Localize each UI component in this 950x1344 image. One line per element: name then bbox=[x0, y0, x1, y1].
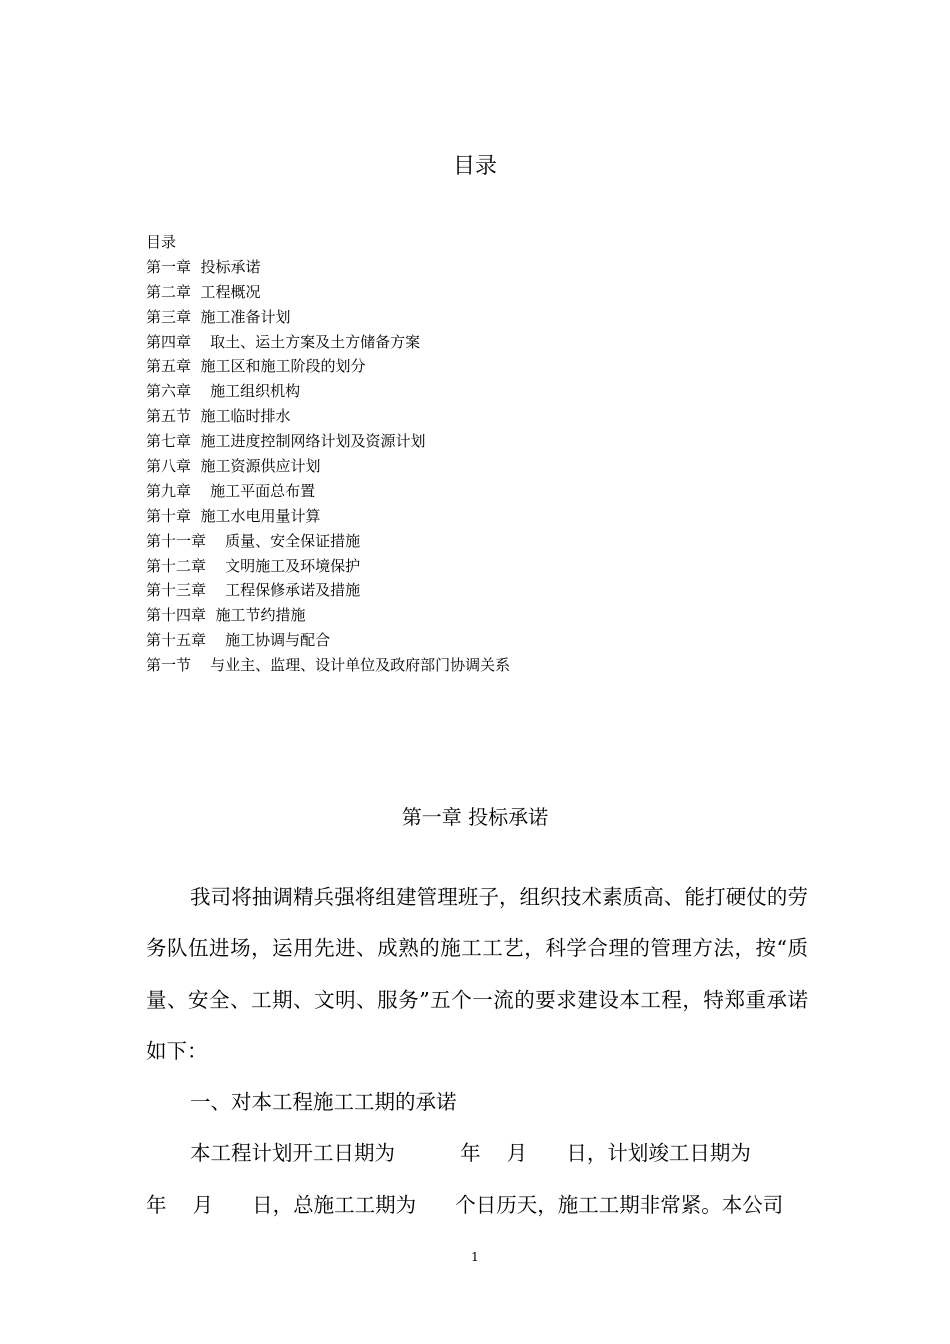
schedule-line: 年 月 日，总施工工期为 个日历天，施工工期非常紧。本公司 bbox=[146, 1192, 784, 1217]
toc-item: 第四章 取土、运土方案及土方储备方案 bbox=[146, 332, 421, 351]
toc-item: 第七章 施工进度控制网络计划及资源计划 bbox=[146, 432, 426, 451]
toc-item: 第十一章 质量、安全保证措施 bbox=[146, 531, 361, 550]
toc-item: 第十五章 施工协调与配合 bbox=[146, 631, 331, 650]
toc-item: 第十四章 施工节约措施 bbox=[146, 606, 306, 625]
toc-item: 第五节 施工临时排水 bbox=[146, 407, 291, 426]
toc-item: 第十章 施工水电用量计算 bbox=[146, 506, 321, 525]
toc-item: 第一节 与业主、监理、设计单位及政府部门协调关系 bbox=[146, 656, 511, 675]
toc-item: 目录 bbox=[146, 233, 177, 251]
page-title: 目录 bbox=[452, 154, 497, 179]
toc-item: 第八章 施工资源供应计划 bbox=[146, 457, 321, 476]
table-of-contents bbox=[146, 230, 846, 678]
toc-item: 第六章 施工组织机构 bbox=[146, 382, 301, 401]
toc-item: 第五章 施工区和施工阶段的划分 bbox=[146, 357, 366, 376]
toc-item: 第一章 投标承诺 bbox=[146, 257, 261, 276]
commitment-paragraph: 我司将抽调精兵强将组建管理班子，组织技术素质高、能打硬仗的劳务队伍进场，运用先进、成熟的施工工艺，科学合理的管理方法，按“质量、安全、工期、文明、服务”五个一流的要求建设本工程，特郑重承诺如下： bbox=[146, 885, 808, 1063]
toc-item: 第十三章 工程保修承诺及措施 bbox=[146, 581, 361, 600]
toc-item: 第二章 工程概况 bbox=[146, 282, 261, 301]
toc-item: 第九章 施工平面总布置 bbox=[146, 481, 316, 500]
chapter-title: 第一章 投标承诺 bbox=[401, 805, 549, 829]
schedule-line: 本工程计划开工日期为 年 月 日，计划竣工日期为 bbox=[190, 1141, 751, 1166]
toc-item: 第十二章 文明施工及环境保护 bbox=[146, 556, 361, 575]
page-number: 1 bbox=[471, 1250, 479, 1264]
section-heading: 一、对本工程施工工期的承诺 bbox=[190, 1090, 457, 1115]
body-text bbox=[146, 872, 808, 1231]
toc-item: 第三章 施工准备计划 bbox=[146, 307, 291, 326]
